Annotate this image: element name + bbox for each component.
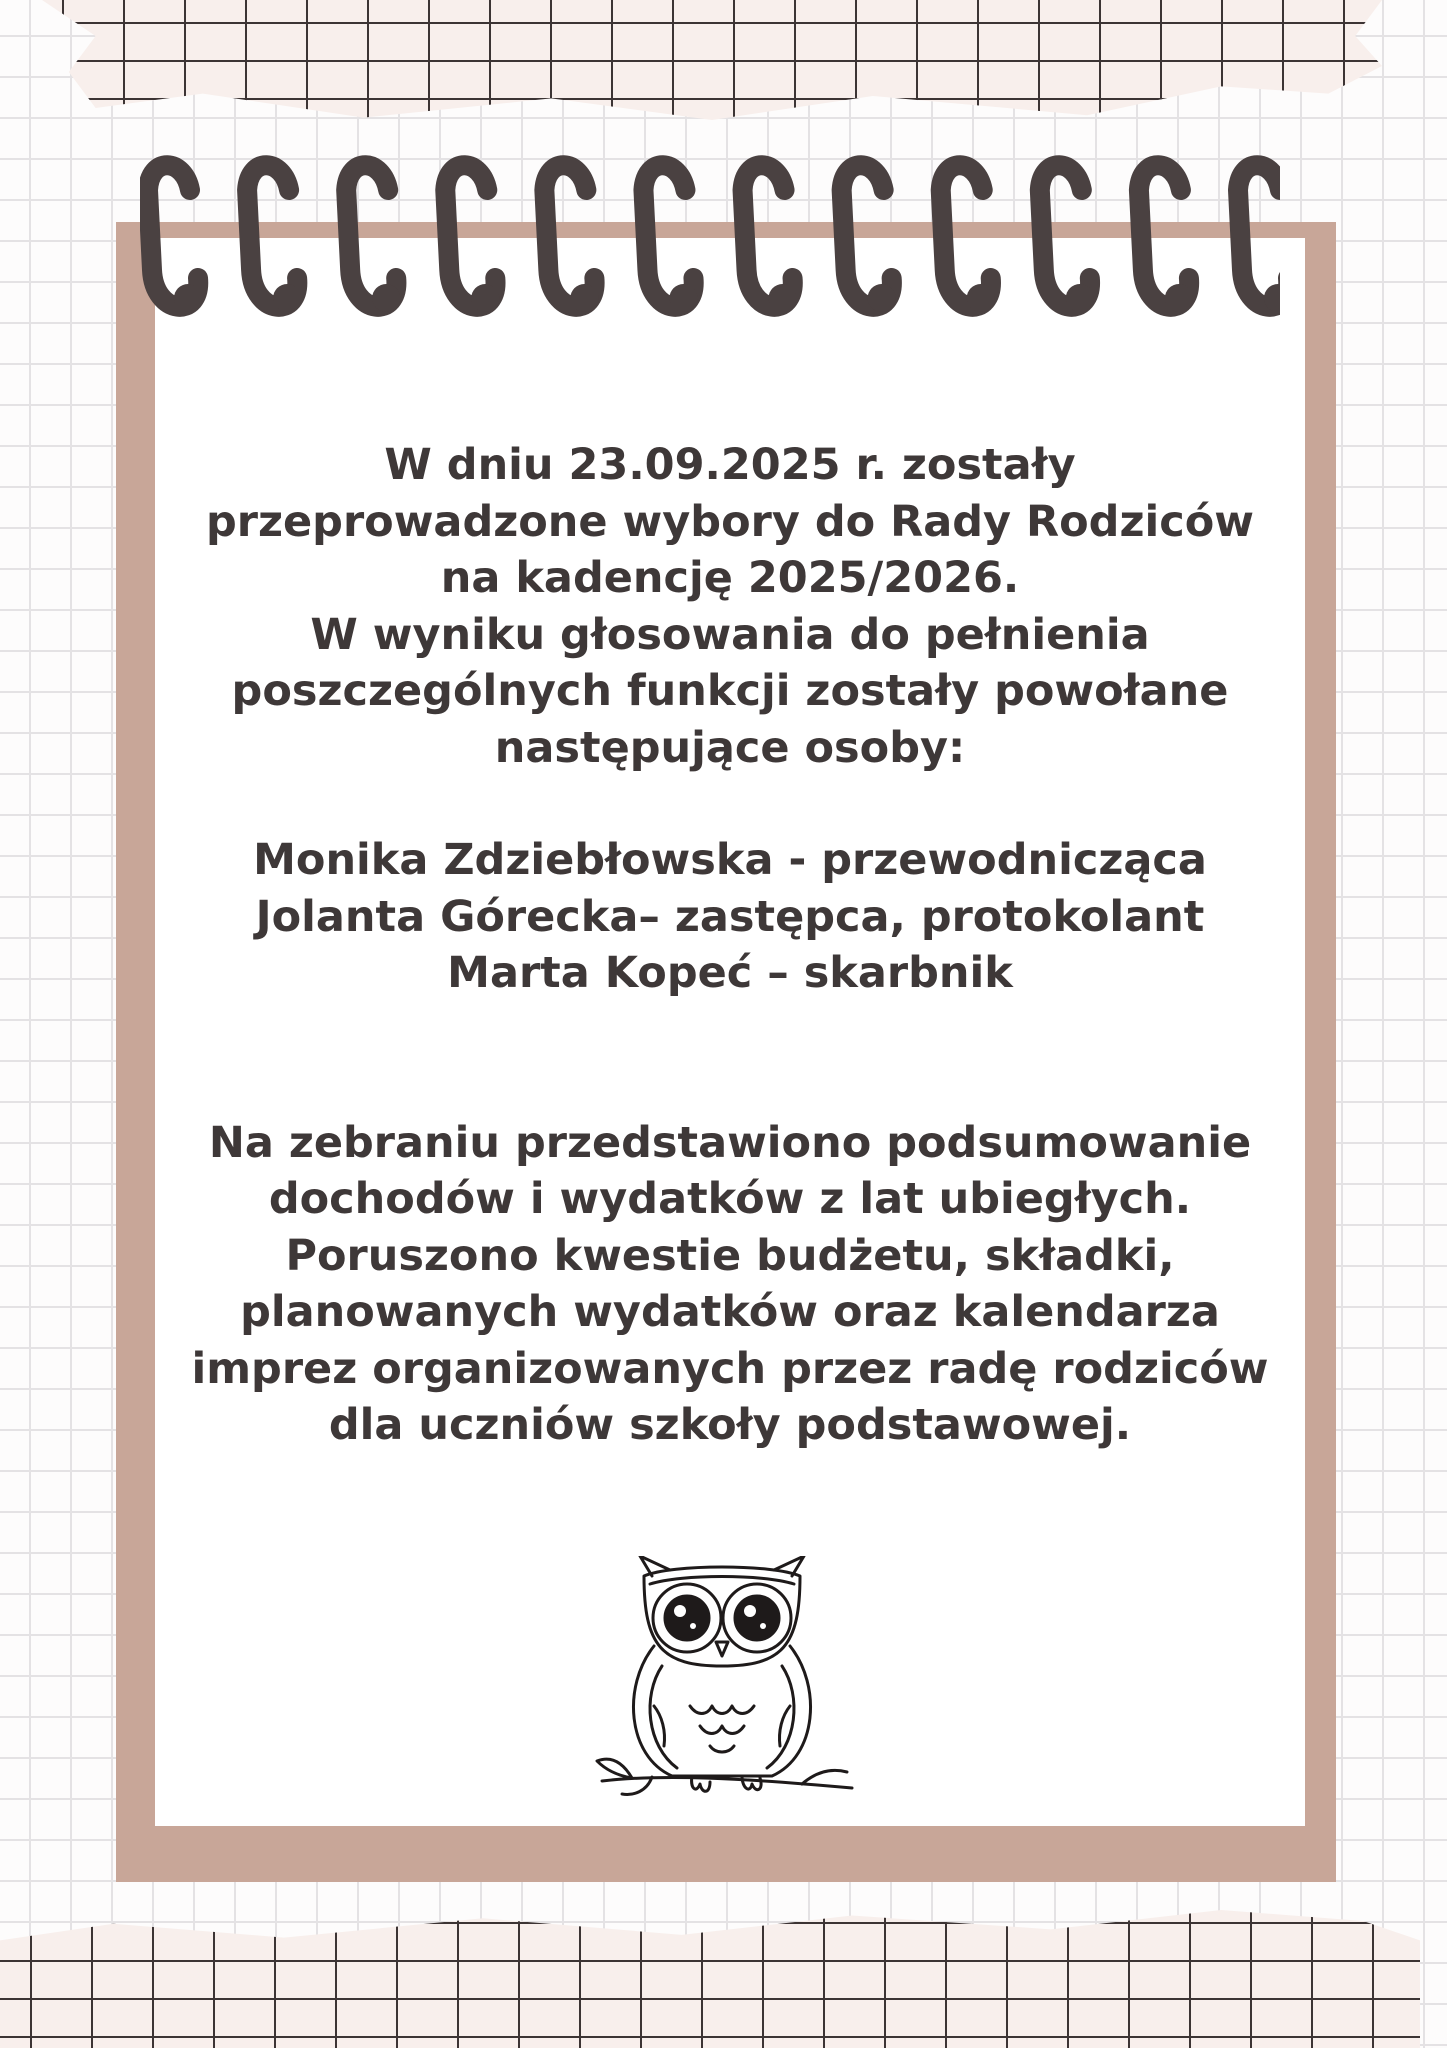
notice-content [160,437,1300,1454]
intro-line: poszczególnych funkcji zostały powołane [231,666,1229,716]
washi-tape-top [42,0,1382,120]
binding-ring [346,165,400,312]
binding-ring [842,165,896,312]
summary-line: Poruszono kwestie budżetu, składki, [285,1230,1175,1281]
binding-ring [148,165,202,312]
intro-line: W dniu 23.09.2025 r. zostały [384,440,1076,490]
summary-line: dla uczniów szkoły podstawowej. [328,1400,1132,1450]
members-list [160,832,1300,1002]
binding-ring [1139,165,1193,312]
washi-tape-bottom [0,1910,1420,2048]
member-chair: Monika Zdziebłowska - przewodnicząca [253,835,1207,885]
summary-line: imprez organizowanych przez radę rodziców [191,1343,1269,1394]
binding-ring [743,165,797,312]
intro-line: następujące osoby: [494,722,966,773]
member-treasurer: Marta Kopeć – skarbnik [447,948,1013,998]
intro-paragraph [160,437,1300,776]
binding-ring [544,165,598,312]
spiral-binding [140,150,1280,340]
intro-line: na kadencję 2025/2026. [440,553,1020,603]
owl-on-branch-icon [592,1556,862,1816]
intro-line: przeprowadzone wybory do Rady Rodziców [206,496,1254,547]
binding-ring [941,165,995,312]
summary-line: Na zebraniu przedstawiono podsumowanie [208,1117,1252,1168]
binding-ring [445,165,499,312]
summary-paragraph [160,1115,1300,1454]
binding-ring [1238,165,1280,312]
binding-ring [643,165,697,312]
summary-line: dochodów i wydatków z lat ubiegłych. [268,1174,1192,1224]
member-deputy: Jolanta Górecka– zastępca, protokolant [255,891,1205,942]
intro-line: W wyniku głosowania do pełnienia [310,609,1150,660]
binding-ring [1040,165,1094,312]
binding-ring [247,165,301,312]
summary-line: planowanych wydatków oraz kalendarza [240,1287,1220,1337]
